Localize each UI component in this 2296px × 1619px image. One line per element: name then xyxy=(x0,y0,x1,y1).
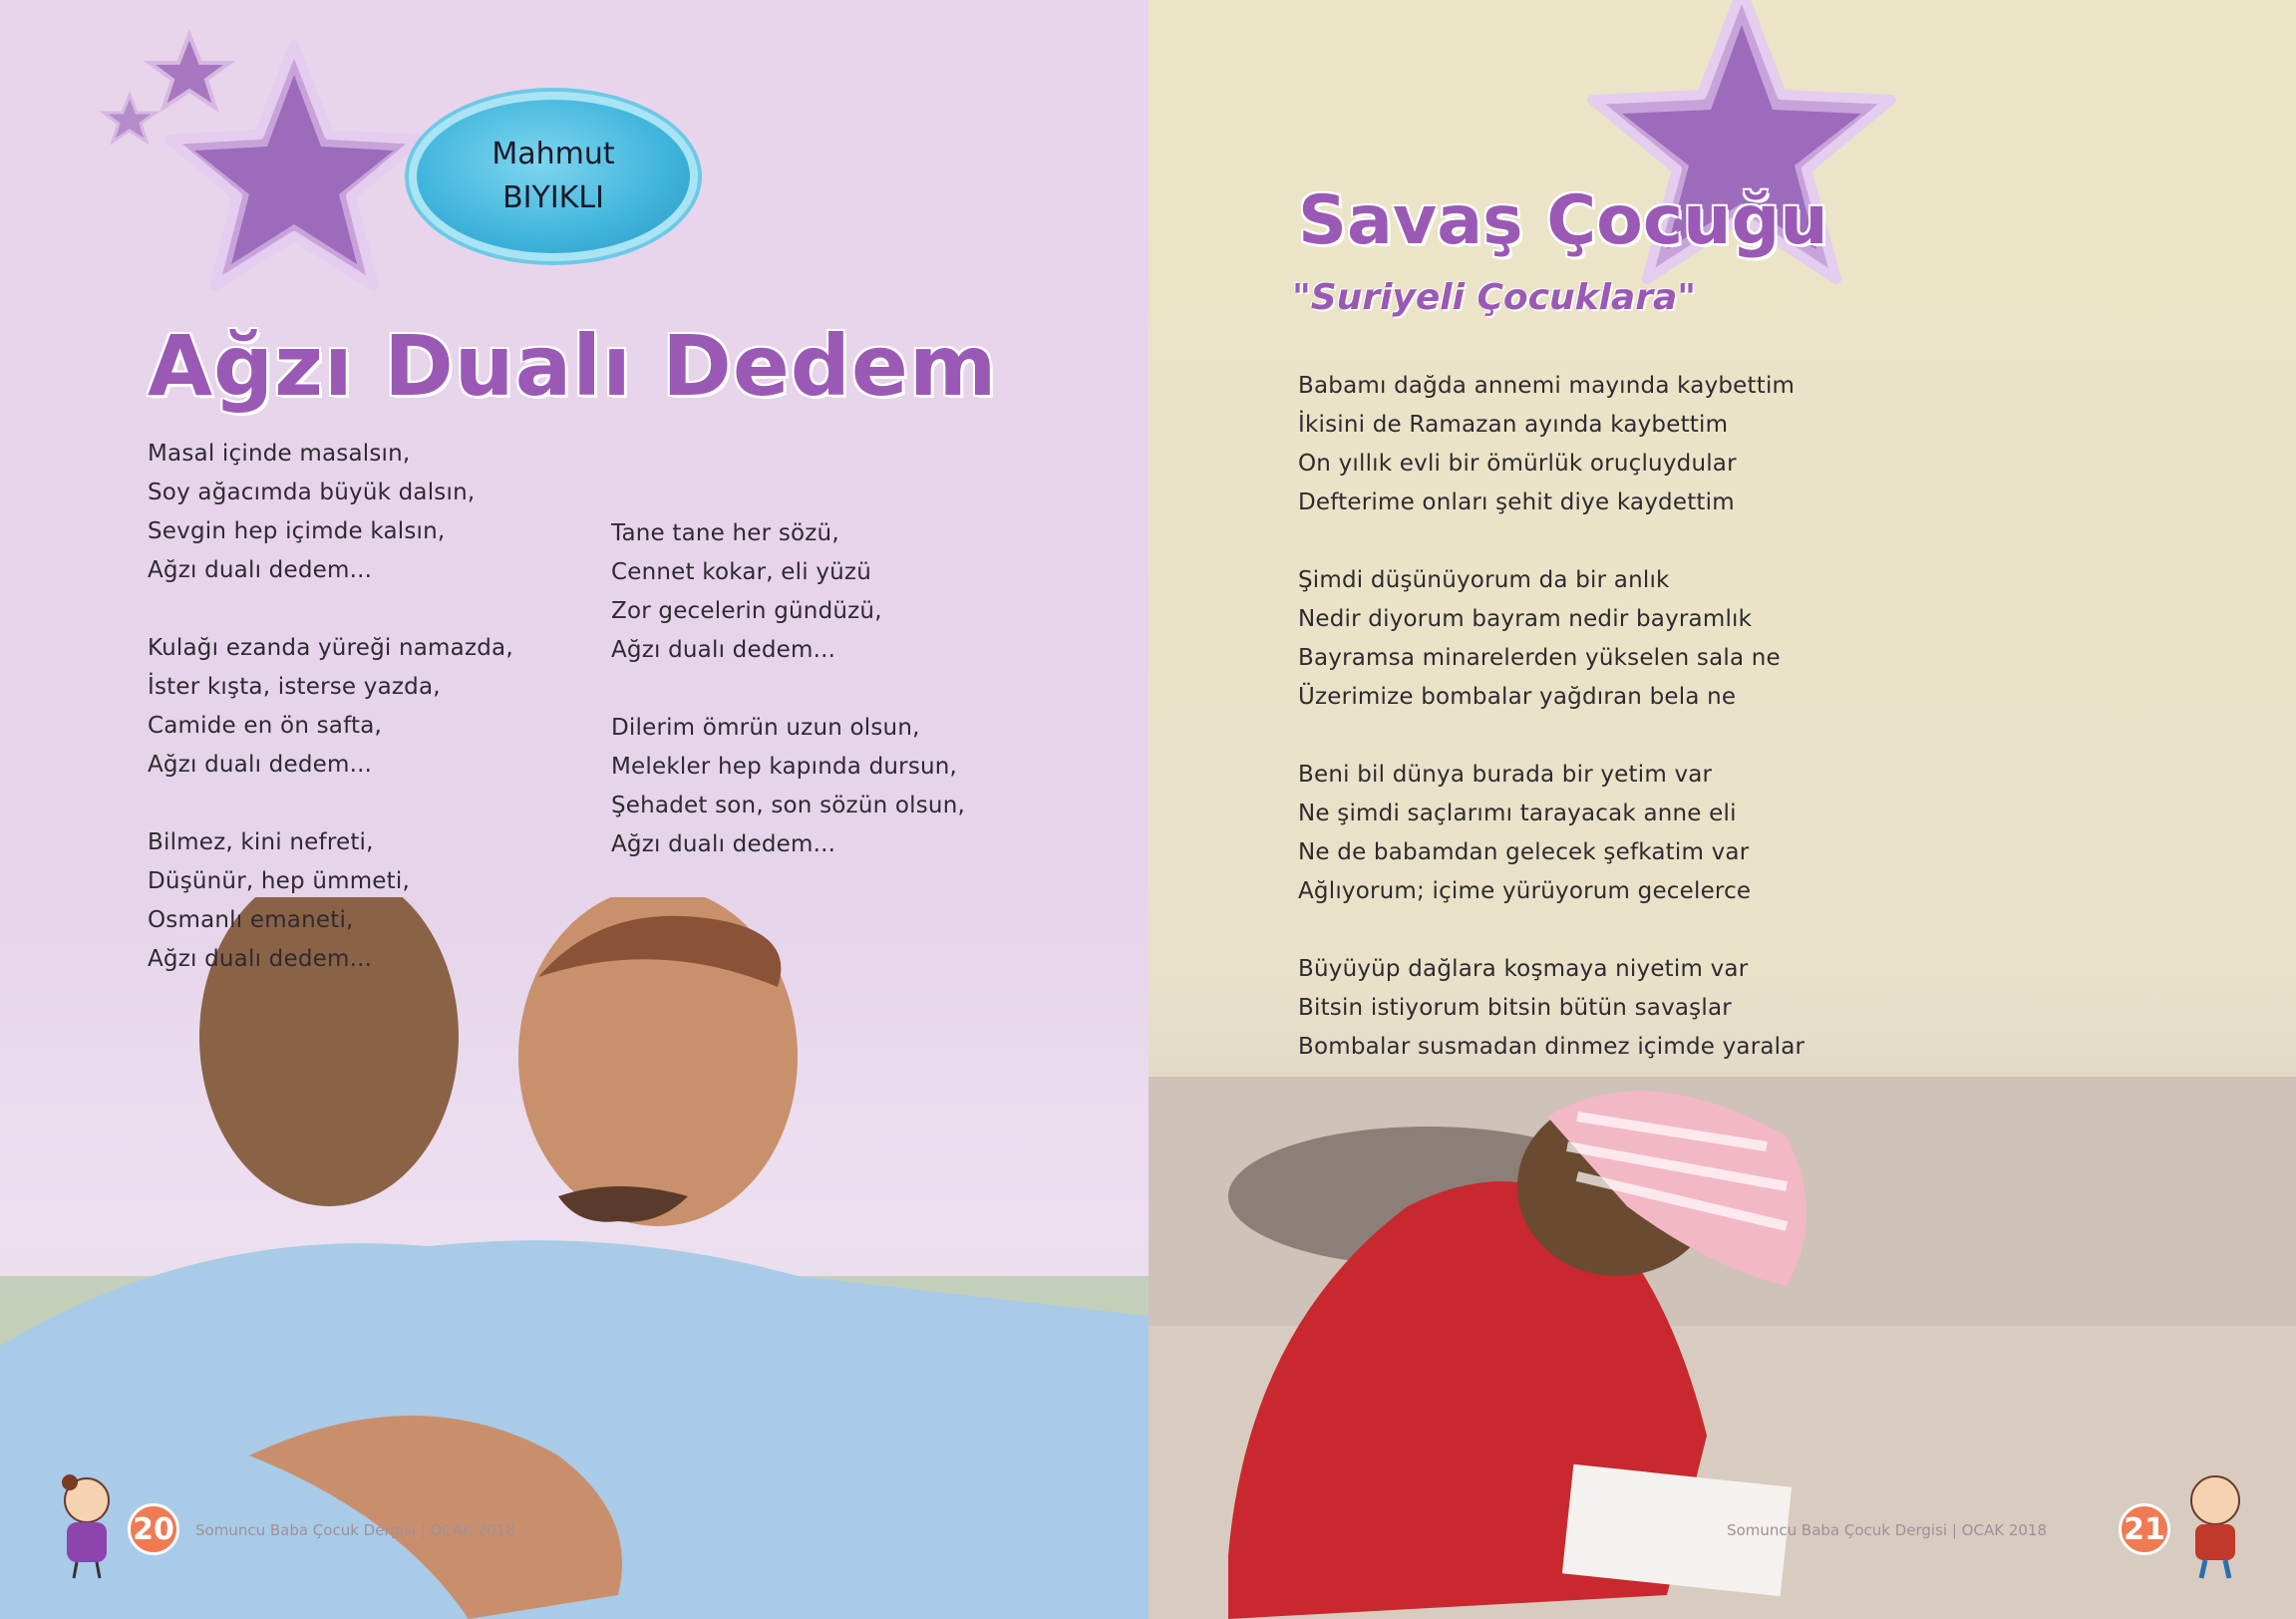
star-decoration-icon xyxy=(90,25,449,364)
girl-mascot-icon xyxy=(52,1470,122,1580)
stanza xyxy=(1298,367,1804,522)
author-last-name: BIYIKLI xyxy=(502,180,604,215)
poem-column-2 xyxy=(611,514,965,903)
poem-line: Nedir diyorum bayram nedir bayramlık xyxy=(1298,606,1753,632)
poem-line: Ne de babamdan gelecek şefkatim var xyxy=(1298,839,1750,865)
author-badge xyxy=(409,92,698,261)
poem-line: Babamı dağda annemi mayında kaybettim xyxy=(1298,373,1796,399)
stanza xyxy=(148,629,513,785)
author-first-name: Mahmut xyxy=(492,137,615,171)
poem-line: Kulağı ezanda yüreği namazda, xyxy=(148,635,513,661)
poem-line: Şehadet son, son sözün olsun, xyxy=(611,793,966,818)
stanza xyxy=(148,435,513,590)
poem-line: Üzerimize bombalar yağdıran bela ne xyxy=(1298,684,1737,710)
page-number-badge: 20 xyxy=(128,1503,179,1555)
poem-line: Cennet kokar, eli yüzü xyxy=(611,559,871,585)
poem-line: Ağzı dualı dedem... xyxy=(611,637,836,663)
page-number-badge: 21 xyxy=(2119,1503,2170,1555)
poem-line: Bitsin istiyorum bitsin bütün savaşlar xyxy=(1298,995,1732,1021)
poem-line: Ağlıyorum; içime yürüyorum gecelerce xyxy=(1298,878,1752,904)
stanza xyxy=(611,514,965,670)
poem-line: Ne şimdi saçlarımı tarayacak anne eli xyxy=(1298,801,1737,826)
poem-line: Masal içinde masalsın, xyxy=(148,441,411,467)
poem-line: Bilmez, kini nefreti, xyxy=(148,829,374,855)
poem-title: Ağzı Dualı Dedem xyxy=(148,317,998,415)
poem-line: Defterime onları şehit diye kaydettim xyxy=(1298,489,1735,515)
right-page xyxy=(1148,0,2296,1619)
poem-line: On yıllık evli bir ömürlük oruçluydular xyxy=(1298,451,1737,477)
poem-line: Ağzı dualı dedem... xyxy=(148,752,373,778)
poem-line: Osmanlı emaneti, xyxy=(148,907,354,933)
poem-line: Sevgin hep içimde kalsın, xyxy=(148,518,446,544)
footer-text: Somuncu Baba Çocuk Dergisi | OCAK 2018 xyxy=(195,1521,515,1539)
poem-column-1 xyxy=(148,435,513,1018)
poem-line: Camide en ön safta, xyxy=(148,713,383,739)
poem-line: Melekler hep kapında dursun, xyxy=(611,754,958,780)
poem-line: Ağzı dualı dedem... xyxy=(148,946,373,972)
stanza xyxy=(148,823,513,979)
poem-subtitle: "Suriyeli Çocuklara" xyxy=(1292,277,1696,318)
stanza xyxy=(1298,561,1804,717)
poem-line: Tane tane her sözü, xyxy=(611,520,839,546)
poem-line: Şimdi düşünüyorum da bir anlık xyxy=(1298,567,1670,593)
boy-mascot-icon xyxy=(2175,1470,2255,1580)
poem-line: Zor gecelerin gündüzü, xyxy=(611,598,882,624)
poem-line: İster kışta, isterse yazda, xyxy=(148,674,441,700)
poem-line: İkisini de Ramazan ayında kaybettim xyxy=(1298,412,1729,438)
stanza xyxy=(611,709,965,864)
stanza xyxy=(1298,756,1804,911)
poem-line: Büyüyüp dağlara koşmaya niyetim var xyxy=(1298,956,1749,982)
poem-line: Bombalar susmadan dinmez içimde yaralar xyxy=(1298,1034,1805,1060)
stanza xyxy=(1298,950,1804,1067)
poem-body xyxy=(1298,367,1804,1106)
poem-line: Bayramsa minarelerden yükselen sala ne xyxy=(1298,645,1781,671)
footer-text: Somuncu Baba Çocuk Dergisi | OCAK 2018 xyxy=(1727,1521,2047,1539)
poem-line: Ağzı dualı dedem... xyxy=(148,557,373,583)
poem-line: Ağzı dualı dedem... xyxy=(611,831,836,857)
poem-line: Dilerim ömrün uzun olsun, xyxy=(611,715,920,741)
poem-line: Soy ağacımda büyük dalsın, xyxy=(148,480,476,505)
poem-line: Beni bil dünya burada bir yetim var xyxy=(1298,762,1713,788)
poem-line: Düşünür, hep ümmeti, xyxy=(148,868,410,894)
poem-title: Savaş Çocuğu xyxy=(1298,181,1828,260)
